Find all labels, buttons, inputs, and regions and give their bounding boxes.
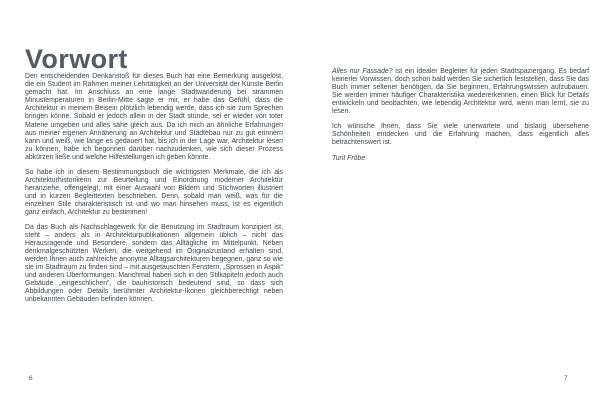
page-title: Vorwort — [25, 44, 128, 75]
paragraph-1: Den entscheidenden Denkanstoß für dieses Buch hat eine Bemerkung ausgelöst, die ein Student im Rahmen meiner Lehrtätigkeit an der Universität der Künste Berlin gemacht hat. Im Anschluss an eine lange Stadtwanderung bei strammen Minustemperaturen in Berlin-Mitte sagte er mir, er habe das Gefühl, dass die Architektur in meinem Beisein plötzlich lebendig werde, dass ich sie zum Sprechen bringen könne. Sobald er jedoch allein in der Stadt stünde, sei er wieder von toter Materie umgeben und alles sähe gleich aus. Da ich mich an ähnliche Erfahrungen aus meiner eigenen Annäherung an Architektur und Städtebau nur zu gut erinnern kann und weiß, wie lange es gedauert hat, bis ich in der Lage war, Architektur lesen zu können, habe ich begonnen darüber nachzudenken, wie sich dieser Prozess abkürzen ließe und welche Hilfestellungen ich geben könnte. — [25, 73, 283, 161]
paragraph-5: Ich wünsche Ihnen, dass Sie viele unerwartete und bislang übersehene Schönheiten entdecken und die Erfahrung machen, dass eigentlich alles betrachtenswert ist. — [332, 123, 589, 147]
author-signature: Turit Fröbe — [332, 155, 366, 163]
page-number-right: 7 — [564, 375, 568, 382]
book-title-italic: Alles nur Fassade? — [332, 68, 393, 75]
paragraph-4 — [332, 68, 589, 117]
left-page-text-column — [25, 73, 283, 305]
paragraph-3: Da das Buch als Nachschlagewerk für die Benutzung im Stadtraum konzipiert ist, steht – anders als in Architekturpublikationen allgemein üblich – nicht das Herausragende und Besondere, sondern das Alltägliche im Mittelpunkt. Neben denkmalgeschützten Werken, die weitgehend im Originalzustand erhalten sind, werden Ihnen auch zahlreiche anonyme Alltagsarchitekturen begegnen, ganz so wie sie im Stadtraum zu finden sind – mit ausgetauschten Fenstern, „Sprossen in Aspik“ und anderen Überformungen. Manchmal haben sich in den Stilkapiteln jedoch auch Gebäude „eingeschlichen“, die bauhistorisch bedeutend sind, so dass sich Abbildungen oder Details berühmter Architektur-Ikonen gleichberechtigt neben unbekannten Gebäuden befinden können. — [25, 223, 283, 304]
paragraph-2: So habe ich in diesem Bestimmungsbuch die wichtigsten Merkmale, die ich als Architekturhistorikerin zur Beurteilung und Einordnung moderner Architektur heranziehe, offengelegt, mit einer Auswahl von Bildern und Stichworten illustriert und in kurzen Begleittexten beschrieben. Denn, sobald man weiß, was für die einzelnen Stile charakteristisch ist und wo man hinsehen muss, ist es eigentlich ganz einfach, Architektur zu bestimmen! — [25, 168, 283, 216]
paragraph-4-rest: ist ein idealer Begleiter für jeden Stadtspaziergang. Es bedarf keinerlei Vorwissen, doch schon bald werden Sie sicherlich feststellen, dass Sie das Buch immer seltener benötigen, da Sie beginnen, Erfahrungswissen aufzubauen. Sie werden immer häufiger Charakteristika wiedererkennen, einen Blick für Details entwickeln und beobachten, wie lebendig Architektur wird, wenn man lernt, sie zu lesen. — [332, 68, 590, 116]
page-number-left: 6 — [29, 375, 33, 382]
right-page-text-column — [332, 68, 589, 163]
